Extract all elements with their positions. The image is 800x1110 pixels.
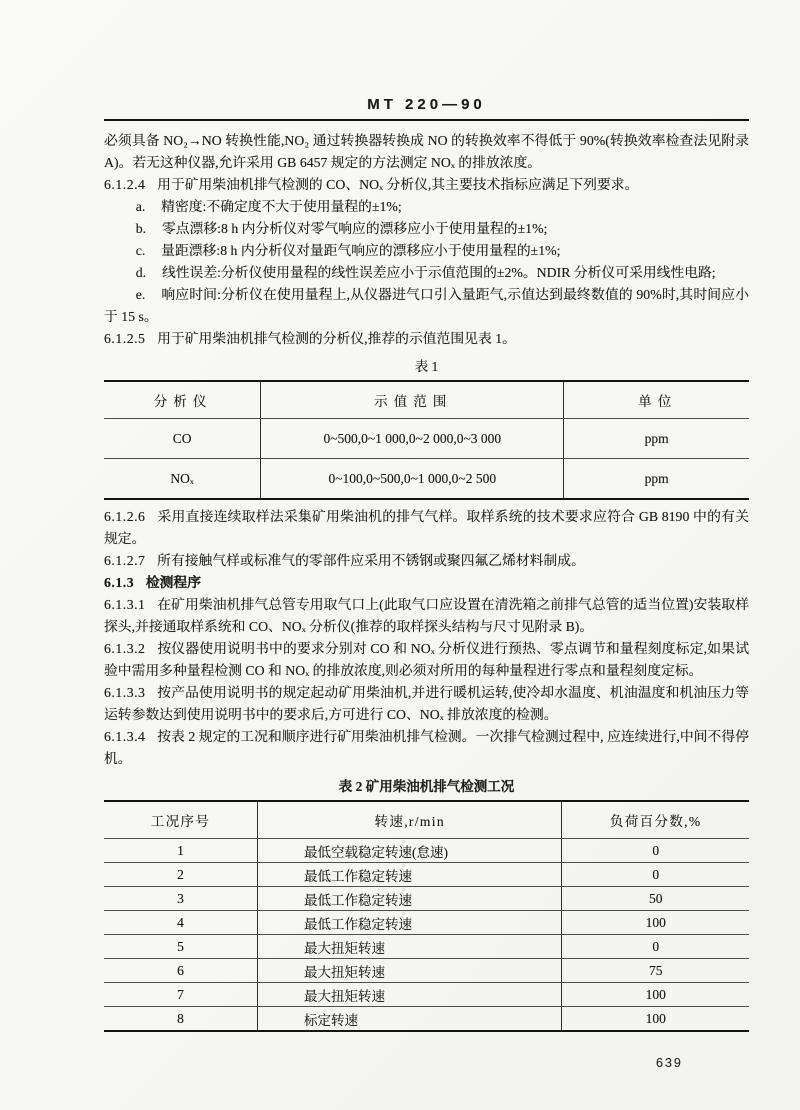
cell-speed: 最低空载稳定转速(怠速) <box>258 839 562 863</box>
cell-speed: 最低工作稳定转速 <box>258 911 562 935</box>
table-header-row <box>104 381 749 419</box>
table-row <box>104 863 749 887</box>
cell-load: 0 <box>562 839 749 863</box>
list-item-text: 响应时间:分析仪在使用量程上,从仪器进气口引入量距气,示值达到最终数值的 90%时,其时间应小于 15 s。 <box>104 287 749 324</box>
table-row <box>104 887 749 911</box>
header-rule <box>104 119 749 121</box>
cell-range: 0~500,0~1 000,0~2 000,0~3 000 <box>261 419 564 459</box>
page-number: 639 <box>656 1056 683 1070</box>
paragraph-intro: 必须具备 NO₂→NO 转换性能,NO₂ 通过转换器转换成 NO 的转换效率不得低于 90%(转换效率检查法见附录 A)。若无这种仪器,允许采用 GB 6457 规定的方法测定 NOₓ 的排放浓度。 <box>104 133 749 170</box>
section-6-1-2-7 <box>104 550 749 572</box>
section-6-1-3-4 <box>104 726 749 770</box>
cell-speed: 最低工作稳定转速 <box>258 863 562 887</box>
table-row <box>104 983 749 1007</box>
standard-code: MT 220—90 <box>367 96 486 113</box>
list-item-a <box>104 196 749 218</box>
cell-speed: 最大扭矩转速 <box>258 983 562 1007</box>
cell-speed: 标定转速 <box>258 1007 562 1032</box>
cell-condition-no: 6 <box>104 959 258 983</box>
list-item-text: 量距漂移:8 h 内分析仪对量距气响应的漂移应小于使用量程的±1%; <box>161 243 561 258</box>
list-marker: d. <box>135 265 147 280</box>
section-number: 6.1.3.4 <box>104 729 146 744</box>
cell-load: 0 <box>562 935 749 959</box>
list-item-e <box>104 284 749 328</box>
table-row <box>104 459 749 500</box>
table-2 <box>104 800 749 1032</box>
section-6-1-3 <box>104 572 749 594</box>
cell-condition-no: 2 <box>104 863 258 887</box>
cell-analyzer: NOₓ <box>104 459 261 500</box>
table-2-caption: 表 2 矿用柴油机排气检测工况 <box>338 779 515 794</box>
table-row <box>104 1007 749 1032</box>
cell-load: 75 <box>562 959 749 983</box>
cell-speed: 最大扭矩转速 <box>258 935 562 959</box>
cell-load: 100 <box>562 983 749 1007</box>
section-text: 按仪器使用说明书中的要求分别对 CO 和 NOₓ 分析仪进行预热、零点调节和量程刻度标定,如果试验中需用多种量程检测 CO 和 NOₓ 的排放浓度,则必须对所用的每种量程进行零点和量程刻度定标。 <box>104 641 749 678</box>
list-marker: c. <box>135 243 146 258</box>
cell-speed: 最低工作稳定转速 <box>258 887 562 911</box>
cell-unit: ppm <box>564 419 749 459</box>
section-text: 所有接触气样或标准气的零部件应采用不锈钢或聚四氟乙烯材料制成。 <box>157 553 585 568</box>
col-header-load-percent: 负荷百分数,% <box>562 801 749 839</box>
cell-condition-no: 8 <box>104 1007 258 1032</box>
section-6-1-2-4 <box>104 174 749 196</box>
cell-analyzer: CO <box>104 419 261 459</box>
cell-condition-no: 1 <box>104 839 258 863</box>
cell-range: 0~100,0~500,0~1 000,0~2 500 <box>261 459 564 500</box>
cell-condition-no: 5 <box>104 935 258 959</box>
section-text: 按表 2 规定的工况和顺序进行矿用柴油机排气检测。一次排气检测过程中, 应连续进行,中间不得停机。 <box>104 729 749 766</box>
section-6-1-3-3 <box>104 682 749 726</box>
col-header-range: 示值范围 <box>261 381 564 419</box>
table-row <box>104 839 749 863</box>
section-number: 6.1.2.4 <box>104 177 146 192</box>
section-text: 采用直接连续取样法采集矿用柴油机的排气气样。取样系统的技术要求应符合 GB 8190 中的有关规定。 <box>104 509 749 546</box>
table-1-caption: 表 1 <box>414 359 439 374</box>
table-row <box>104 419 749 459</box>
table-row <box>104 959 749 983</box>
section-number: 6.1.3.3 <box>104 685 146 700</box>
section-text: 用于矿用柴油机排气检测的 CO、NOₓ 分析仪,其主要技术指标应满足下列要求。 <box>157 177 639 192</box>
list-item-c <box>104 240 749 262</box>
table-header-row <box>104 801 749 839</box>
section-number: 6.1.2.6 <box>104 509 146 524</box>
section-text: 用于矿用柴油机排气检测的分析仪,推荐的示值范围见表 1。 <box>157 331 516 346</box>
section-number: 6.1.2.7 <box>104 553 146 568</box>
section-number: 6.1.3.2 <box>104 641 146 656</box>
col-header-speed: 转速,r/min <box>258 801 562 839</box>
list-marker: e. <box>135 287 146 302</box>
section-number: 6.1.3 <box>104 575 135 590</box>
section-text: 在矿用柴油机排气总管专用取气口上(此取气口应设置在清洗箱之前排气总管的适当位置)安装取样探头,并接通取样系统和 CO、NOₓ 分析仪(推荐的取样探头结构与尺寸见附录 B)。 <box>104 597 749 634</box>
cell-condition-no: 7 <box>104 983 258 1007</box>
section-6-1-3-2 <box>104 638 749 682</box>
col-header-condition-no: 工况序号 <box>104 801 258 839</box>
table-1 <box>104 380 749 500</box>
section-text: 按产品使用说明书的规定起动矿用柴油机,并进行暖机运转,使冷却水温度、机油温度和机油压力等运转参数达到使用说明书中的要求后,方可进行 CO、NOₓ 排放浓度的检测。 <box>104 685 749 722</box>
cell-load: 100 <box>562 911 749 935</box>
col-header-analyzer: 分析仪 <box>104 381 261 419</box>
section-number: 6.1.2.5 <box>104 331 146 346</box>
list-item-text: 线性误差:分析仪使用量程的线性误差应小于示值范围的±2%。NDIR 分析仪可采用线性电路; <box>161 265 716 280</box>
list-item-d <box>104 262 749 284</box>
section-text: 检测程序 <box>145 575 201 590</box>
list-item-text: 零点漂移:8 h 内分析仪对零气响应的漂移应小于使用量程的±1%; <box>161 221 548 236</box>
cell-load: 50 <box>562 887 749 911</box>
list-marker: a. <box>135 199 146 214</box>
cell-load: 0 <box>562 863 749 887</box>
col-header-unit: 单位 <box>564 381 749 419</box>
section-6-1-2-6 <box>104 506 749 550</box>
page-content <box>104 96 749 1032</box>
cell-condition-no: 4 <box>104 911 258 935</box>
cell-load: 100 <box>562 1007 749 1032</box>
list-marker: b. <box>135 221 147 236</box>
section-number: 6.1.3.1 <box>104 597 146 612</box>
list-item-b <box>104 218 749 240</box>
cell-unit: ppm <box>564 459 749 500</box>
table-row <box>104 911 749 935</box>
section-6-1-3-1 <box>104 594 749 638</box>
cell-condition-no: 3 <box>104 887 258 911</box>
list-item-text: 精密度:不确定度不大于使用量程的±1%; <box>161 199 402 214</box>
table-row <box>104 935 749 959</box>
section-6-1-2-5 <box>104 328 749 350</box>
cell-speed: 最大扭矩转速 <box>258 959 562 983</box>
